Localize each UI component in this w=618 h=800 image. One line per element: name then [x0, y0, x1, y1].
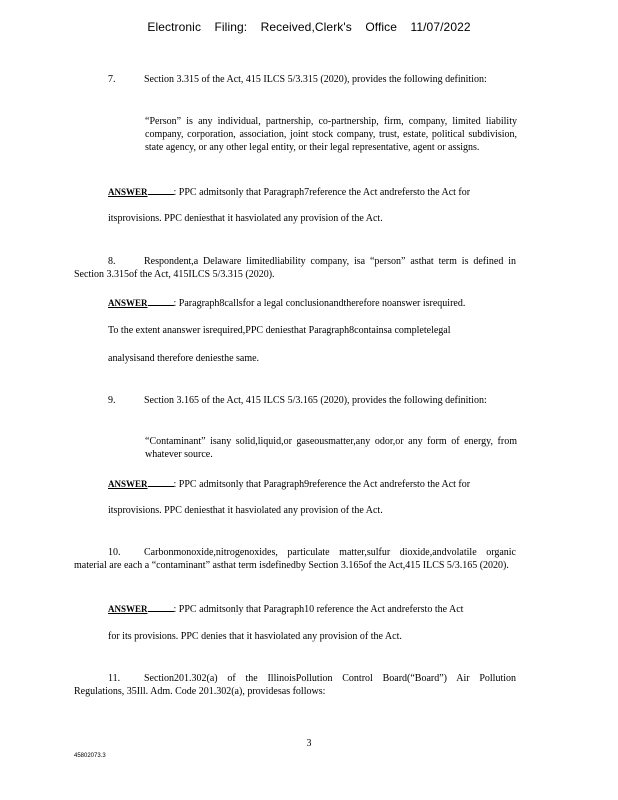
paragraph-number: 9. [108, 395, 116, 406]
answer-text: : Paragraph8callsfor a legal conclusionandtherefore noanswer isrequired. [173, 298, 466, 309]
answer-text: : PPC admitsonly that Paragraph9reference the Act andrefersto the Act for [173, 479, 471, 490]
paragraph-text: Carbonmonoxide,nitrogenoxides, particulate matter,sulfur dioxide,andvolatile organic material are each a “contaminant” asthat term isdefinedby Section 3.165of the Act,415 ILCS 5/3.165 (2020). [74, 547, 516, 571]
paragraph-11 [74, 672, 516, 698]
answer-text: : PPC admitsonly that Paragraph7reference the Act andrefersto the Act for [173, 187, 471, 198]
paragraph-7 [74, 73, 516, 86]
answer-label: ANSWER [108, 604, 148, 614]
paragraph-number: 10. [108, 547, 121, 558]
answer-10-line-2: for its provisions. PPC denies that it hasviolated any provision of the Act. [108, 631, 402, 642]
answer-9-line-2: itsprovisions. PPC deniesthat it hasviolated any provision of the Act. [108, 505, 383, 516]
page-number: 3 [306, 738, 312, 749]
paragraph-text: Respondent,a Delaware limitedliability company, isa “person” asthat term is defined in Section 3.315of the Act, 415ILCS 5/3.315 (2020). [74, 256, 516, 280]
document-id: 45802073.3 [74, 753, 106, 759]
answer-text: : PPC admitsonly that Paragraph10 reference the Act andrefersto the Act [173, 604, 464, 615]
quote-definition-contaminant: “Contaminant” isany solid,liquid,or gaseousmatter,any odor,or any form of energy, from whatever source. [145, 436, 517, 460]
answer-8-line-2: To the extent ananswer isrequired,PPC deniesthat Paragraph8containsa completelegal [108, 325, 451, 336]
paragraph-10 [74, 546, 516, 572]
answer-8-line-1 [108, 296, 518, 310]
answer-label: ANSWER [108, 298, 148, 308]
paragraph-text: Section 3.315 of the Act, 415 ILCS 5/3.315 (2020), provides the following definition: [144, 74, 487, 85]
paragraph-number: 7. [108, 74, 116, 85]
paragraph-number: 11. [108, 673, 121, 684]
answer-7-line-2: itsprovisions. PPC deniesthat it hasviolated any provision of the Act. [108, 213, 383, 224]
answer-7-line-1 [108, 185, 518, 199]
paragraph-8 [74, 255, 516, 281]
answer-9-line-1 [108, 477, 518, 491]
paragraph-9 [74, 394, 516, 407]
answer-label: ANSWER [108, 479, 148, 489]
quote-definition-person: “Person” is any individual, partnership, co-partnership, firm, company, limited liability company, corporation, association, joint stock company, trust, estate, political subdivision, state agency, or any other legal entity, or their legal representative, agent or assigns. [145, 116, 517, 153]
answer-8-line-3: analysisand therefore deniesthe same. [108, 353, 260, 364]
answer-10-line-1 [108, 602, 518, 616]
paragraph-number: 8. [108, 256, 116, 267]
paragraph-text: Section201.302(a) of the IllinoisPollution Control Board(“Board”) Air Pollution Regulations, 35Ill. Adm. Code 201.302(a), providesas follows: [74, 673, 516, 697]
filing-header: Electronic Filing: Received,Clerk's Office 11/07/2022 [147, 20, 471, 34]
paragraph-text: Section 3.165 of the Act, 415 ILCS 5/3.165 (2020), provides the following definition: [144, 395, 487, 406]
answer-label: ANSWER [108, 187, 148, 197]
